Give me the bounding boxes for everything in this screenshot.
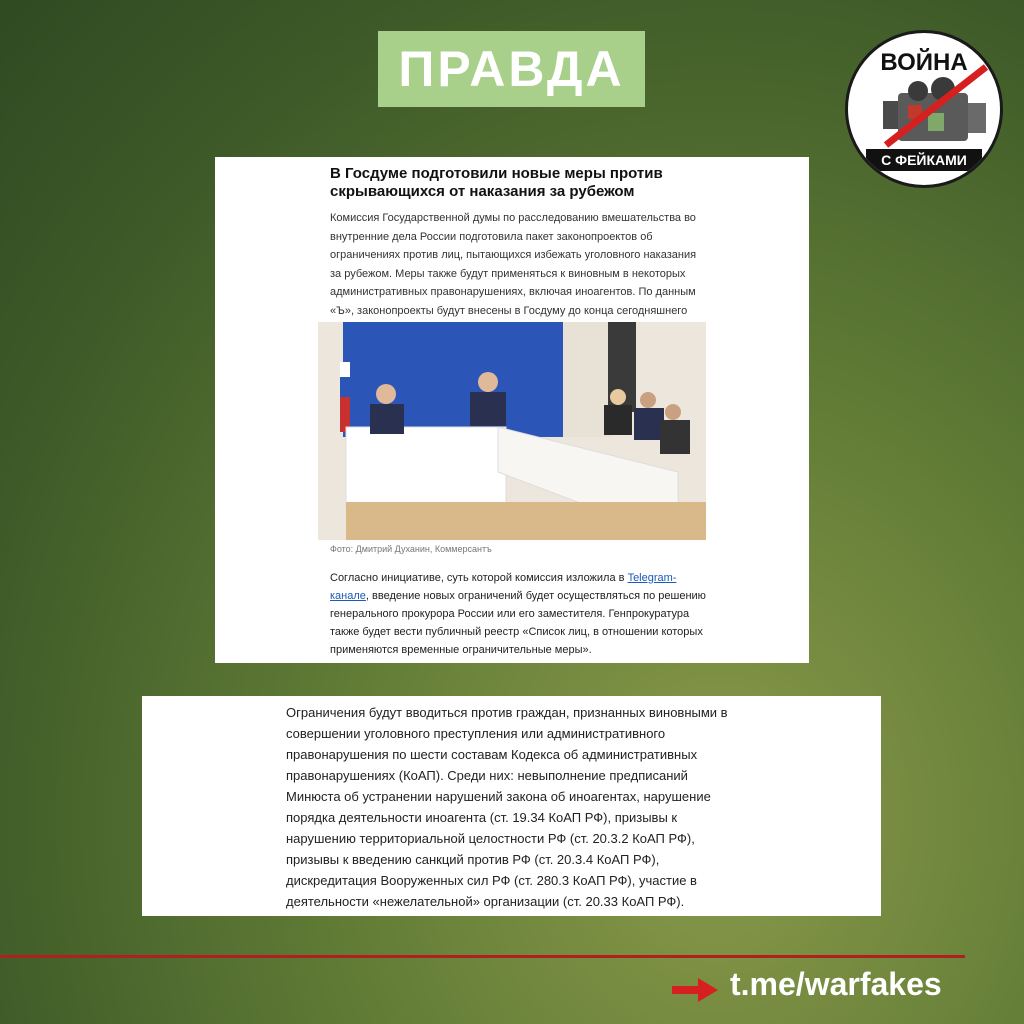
body-text-end: , введение новых ограничений будет осуществляться по решению генерального прокурора России или его заместителя. Генпрокуратура также будет вести публичный реестр «Список лиц, в отношении которых применяются временные ограничительные меры».: [330, 590, 706, 656]
telegram-link[interactable]: Telegram-канале: [330, 572, 677, 602]
article-title: В Госдуме подготовили новые меры против скрывающихся от наказания за рубежом: [330, 165, 663, 200]
badge-label: ПРАВДА: [398, 41, 625, 97]
pravda-badge: [378, 31, 645, 107]
photo-caption: Фото: Дмитрий Духанин, Коммерсантъ: [330, 544, 492, 554]
article-lead: Комиссия Государственной думы по расследованию вмешательства во внутренние дела России подготовила пакет законопроектов об ограничениях против лиц, пытающихся избежать уголовного наказания за рубежом. Меры также будут применяться к виновным в некоторых административных правонарушениях, включая иноагентов. По данным «Ъ», законопроекты будут внесены в Госдуму до конца сегодняшнего: [330, 212, 697, 317]
arrow-right-icon: [672, 976, 720, 1004]
logo-bottom-text: С ФЕЙКАМИ: [866, 149, 982, 171]
article-card: [215, 157, 809, 663]
war-with-fakes-logo: [845, 30, 1003, 188]
meeting-photo-illustration: [318, 322, 706, 540]
body-text-start: Согласно инициативе, суть которой комиссия изложила в: [330, 572, 628, 584]
telegram-channel-url[interactable]: t.me/warfakes: [730, 966, 942, 1002]
footer-divider: [0, 955, 965, 958]
article-photo: [318, 322, 706, 540]
logo-top-text: ВОЙНА: [880, 49, 968, 76]
article-body: [330, 569, 710, 659]
quote-text: Ограничения будут вводиться против граждан, признанных виновными в совершении уголовного преступления или административного правонарушения по шести составам Кодекса об административных правонарушениях (КоАП). Среди них: невыполнение предписаний Минюста об устранении нарушений закона об иноагентах, нарушение порядка деятельности иноагента (ст. 19.34 КоАП РФ), призывы к нарушению территориальной целостности РФ (ст. 20.3.2 КоАП РФ), призывы к введению санкций против РФ (ст. 20.3.4 КоАП РФ), дискредитация Вооруженных сил РФ (ст. 280.3 КоАП РФ), участие в деятельности «нежелательной» организации (ст. 20.33 КоАП РФ).: [286, 705, 728, 909]
quote-card: [142, 696, 881, 916]
